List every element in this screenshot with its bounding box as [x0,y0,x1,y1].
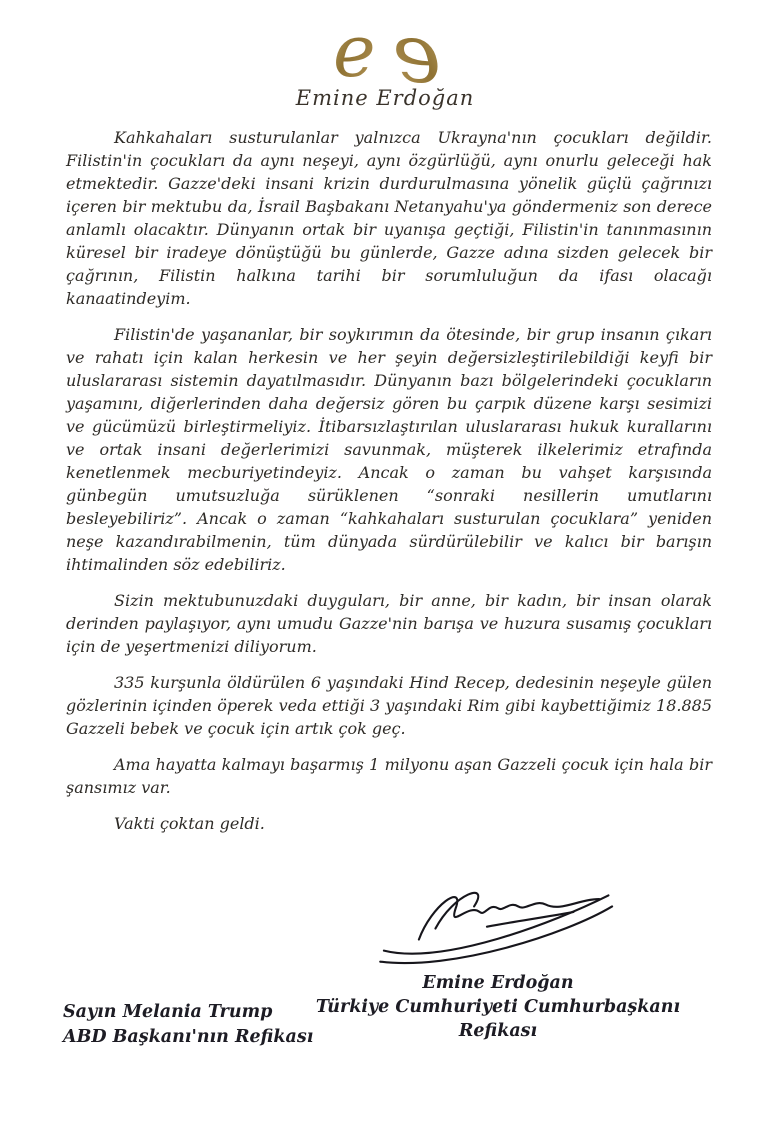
emine-erdogan-monogram-icon [323,10,447,92]
recipient-title: ABD Başkanı'nın Refikası [63,1027,314,1047]
handwritten-signature-icon [372,877,624,969]
letter-paragraph: Ama hayatta kalmayı başarmış 1 milyonu aşan Gazzeli çocuk için hala bir şansımız var. [66,755,712,797]
letter-paragraph: Filistin'de yaşananlar, bir soykırımın da ötesinde, bir grup insanın çıkarı ve rahatı için kalan herkesin ve her şeyin değersizleştirilebildiği keyfi bir uluslararası sistemin dayatılmasıdır. Dünyanın bazı bölgelerindeki çocukların yaşamını, diğerlerinden daha değersiz gören bu çarpık düzene karşı sesimizi ve gücümüzü birleştirmeliyiz. İtibarsızlaştırılan uluslararası hukuk kurallarını ve ortak insani değerlerimizi savunmak, müşterek ilkelerimiz etrafında kenetlenmek mecburiyetindeyiz. Ancak o zaman bu vahşet karşısında günbegün umutsuzluğa sürüklenen “sonraki nesillerin umutlarını besleyebiliriz”. Ancak o zaman “kahkahaları susturulan çocuklara” yeniden neşe kazandırabilmenin, tüm dünyada sürdürülebilir ve kalıcı bir barışın ihtimalinden söz edebiliriz. [66,325,712,574]
signatory-name: Emine Erdoğan [422,973,574,993]
monogram-letter-right: e [392,10,441,92]
letter-paragraph: Sizin mektubunuzdaki duyguları, bir anne, bir kadın, bir insan olarak derinden paylaşıyor, aynı umudu Gazze'nin barışa ve huzura susamış çocukları için de yeşertmenizi diliyorum. [66,591,712,656]
letter-body [66,126,712,835]
letter-closing-line: Vakti çoktan geldi. [114,814,265,833]
letterhead [0,0,770,110]
letterhead-wordmark: Emine Erdoğan [295,86,475,110]
signature-block [278,877,718,1043]
recipient-name: Sayın Melania Trump [63,1002,273,1022]
signatory-title: Türkiye Cumhuriyeti Cumhurbaşkanı Refikası [315,997,681,1041]
recipient-block [63,1000,313,1050]
letter-paragraph: Kahkahaları susturulanlar yalnızca Ukrayna'nın çocukları değildir. Filistin'in çocukları da aynı neşeyi, aynı özgürlüğü, aynı onurlu geleceği hak etmektedir. Gazze'deki insani krizin durdurulmasına yönelik güçlü çağrınızı içeren bir mektubu da, İsrail Başbakanı Netanyahu'ya göndermeniz son derece anlamlı olacaktır. Dünyanın ortak bir uyanışa geçtiği, Filistin'in tanınmasının küresel bir iradeye dönüştüğü bu günlerde, Gazze adına sizden gelecek bir çağrının, Filistin halkına tarihi bir sorumluluğun da ifası olacağı kanaatindeyim. [66,128,712,308]
letter-paragraph: 335 kurşunla öldürülen 6 yaşındaki Hind Recep, dedesinin neşeyle gülen gözlerinin içinden öperek veda ettiği 3 yaşındaki Rim gibi kaybettiğimiz 18.885 Gazzeli bebek ve çocuk için artık çok geç. [66,673,712,738]
monogram-letter-left: e [333,10,376,92]
